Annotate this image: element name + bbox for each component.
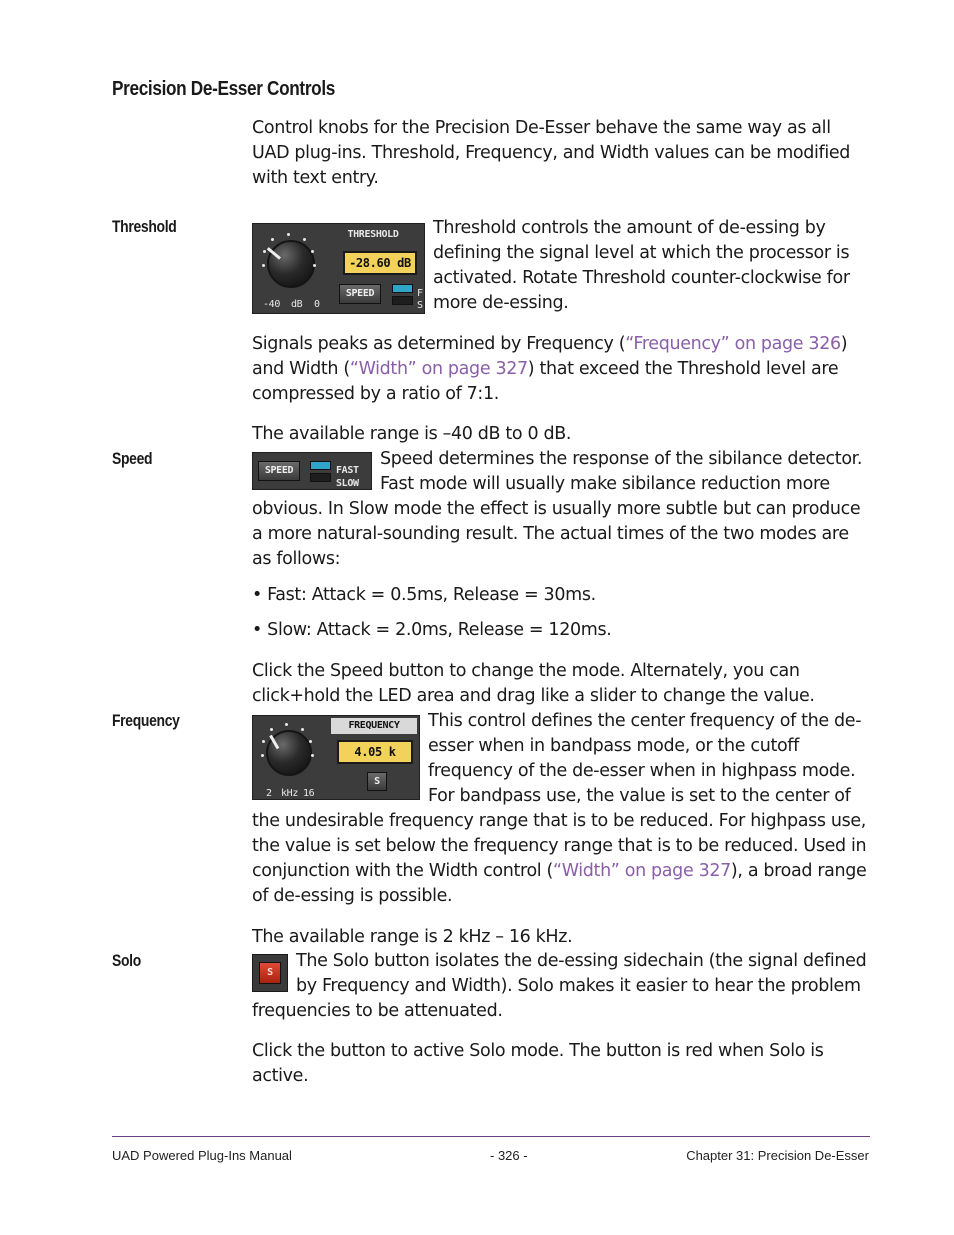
threshold-unit-label: dB bbox=[291, 299, 303, 310]
frequency-text-b: ), a broad range of de-essing is possible. bbox=[252, 861, 867, 906]
frequency-unit-label: kHz bbox=[281, 788, 299, 799]
frequency-block bbox=[252, 709, 872, 950]
speed-heading: Speed bbox=[112, 449, 153, 468]
fast-edge-label: F bbox=[417, 288, 423, 299]
speed-fast-bullet: • Fast: Attack = 0.5ms, Release = 30ms. bbox=[252, 585, 596, 605]
speed-image-button[interactable]: SPEED bbox=[258, 461, 300, 481]
footer-rule bbox=[112, 1136, 870, 1137]
solo-control-image bbox=[252, 954, 288, 992]
speed-slow-bullet: • Slow: Attack = 2.0ms, Release = 120ms. bbox=[252, 620, 612, 640]
speed-fast-led[interactable] bbox=[310, 461, 331, 470]
threshold-description: Threshold controls the amount of de-essing by defining the signal level at which the processor is activated. Rotate Threshold counter-clockwise for more de-essing. bbox=[433, 218, 850, 313]
frequency-range: The available range is 2 kHz – 16 kHz. bbox=[252, 927, 573, 947]
speed-slow-label: SLOW bbox=[336, 478, 359, 489]
solo-instructions: Click the button to active Solo mode. The button is red when Solo is active. bbox=[252, 1041, 824, 1086]
intro-paragraph bbox=[252, 116, 872, 191]
threshold-min-label: -40 bbox=[263, 299, 281, 310]
threshold-text-c: ) that exceed the Threshold level are compressed by a ratio of 7:1. bbox=[252, 359, 839, 404]
threshold-text-b: ) and Width ( bbox=[252, 334, 848, 379]
slow-led[interactable] bbox=[392, 296, 413, 305]
frequency-min-label: 2 bbox=[266, 788, 272, 799]
speed-block bbox=[252, 447, 872, 709]
threshold-knob bbox=[267, 240, 315, 288]
solo-description: The Solo button isolates the de-essing sidechain (the signal defined by Frequency and Width). Solo makes it easier to hear the problem frequencies to be attenuated. bbox=[252, 951, 867, 1021]
threshold-value-display[interactable]: -28.60 dB bbox=[343, 251, 417, 275]
solo-heading: Solo bbox=[112, 951, 141, 970]
speed-button[interactable]: SPEED bbox=[339, 284, 381, 304]
threshold-text-a: Signals peaks as determined by Frequency ( bbox=[252, 334, 626, 354]
frequency-value-display[interactable]: 4.05 k bbox=[337, 740, 413, 764]
threshold-max-label: 0 bbox=[314, 299, 320, 310]
threshold-control-image bbox=[252, 223, 425, 314]
speed-control-image bbox=[252, 452, 372, 490]
speed-description: Speed determines the response of the sibilance detector. Fast mode will usually make sibilance reduction more obvious. In Slow mode the effect is usually more subtle but can produce a more natural-sounding result. The actual times of the two modes are as follows: bbox=[252, 449, 863, 569]
intro-text: Control knobs for the Precision De-Esser behave the same way as all UAD plug-ins. Threshold, Frequency, and Width values can be modified with text entry. bbox=[252, 118, 851, 188]
frequency-solo-button[interactable]: S bbox=[367, 772, 387, 791]
threshold-block bbox=[252, 216, 872, 447]
speed-instructions: Click the Speed button to change the mode. Alternately, you can click+hold the LED area and drag like a slider to change the value. bbox=[252, 661, 815, 706]
solo-block bbox=[252, 949, 872, 1089]
section-title: Precision De-Esser Controls bbox=[112, 78, 335, 100]
frequency-width-link[interactable]: “Width” on page 327 bbox=[553, 861, 731, 881]
frequency-page-link[interactable]: “Frequency” on page 326 bbox=[625, 334, 841, 354]
frequency-max-label: 16 bbox=[303, 788, 315, 799]
speed-slow-led[interactable] bbox=[310, 473, 331, 482]
threshold-range: The available range is –40 dB to 0 dB. bbox=[252, 424, 572, 444]
fast-led[interactable] bbox=[392, 284, 413, 293]
solo-button[interactable]: S bbox=[259, 962, 281, 984]
speed-fast-label: FAST bbox=[336, 465, 359, 476]
frequency-heading: Frequency bbox=[112, 711, 180, 730]
frequency-text-a: This control defines the center frequency of the de-esser when in bandpass mode, or the cutoff frequency of the de-esser when in highpass mode. For bandpass use, the value is set to the center of the undesirable frequency range that is to be reduced. For highpass use, the value is set below the frequency range that is to be reduced. Used in conjunction with the Width control ( bbox=[252, 711, 867, 881]
width-page-link[interactable]: “Width” on page 327 bbox=[349, 359, 528, 379]
threshold-heading: Threshold bbox=[112, 217, 177, 236]
footer-page-number: - 326 - bbox=[490, 1148, 528, 1163]
frequency-header: FREQUENCY bbox=[331, 718, 417, 734]
frequency-control-image bbox=[252, 715, 420, 800]
footer-manual-title: UAD Powered Plug-Ins Manual bbox=[112, 1148, 292, 1163]
threshold-links-paragraph bbox=[252, 332, 872, 407]
slow-edge-label: S bbox=[417, 300, 423, 311]
threshold-header: THRESHOLD bbox=[339, 228, 407, 242]
footer-chapter: Chapter 31: Precision De-Esser bbox=[686, 1148, 869, 1163]
